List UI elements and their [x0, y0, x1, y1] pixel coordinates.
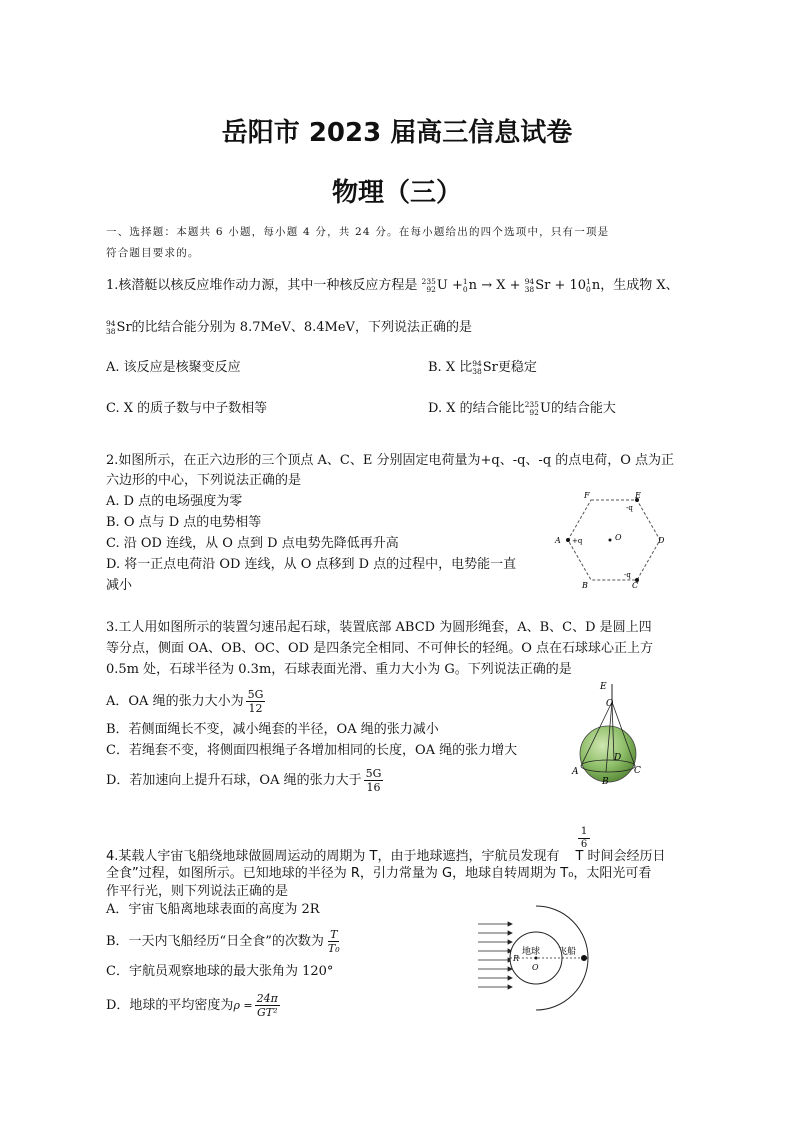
center-o	[609, 539, 612, 542]
label-b: B	[602, 777, 609, 787]
q2-option-a: A. D 点的电场强度为零	[106, 494, 243, 509]
q4-option-c: C．宇航员观察地球的最大张角为 120°	[106, 964, 334, 979]
q2-stem-line1: 2.如图所示，在正六边形的三个顶点 A、C、E 分别固定电荷量为+q、-q、-q 的点电荷，O 点为正	[106, 453, 675, 468]
q2-hexagon-figure	[548, 488, 678, 588]
label-minus-q-top: -q	[626, 504, 633, 512]
q3-stone-figure	[566, 678, 646, 790]
q4-option-b: B．一天内飞船经历“日全食”的次数为 $\frac{T}{\text{T₀}}$	[106, 928, 340, 955]
q4-option-a: A．宇宙飞船离地球表面的高度为 2R	[106, 902, 320, 917]
q1-uranium-nuclide: 235 92 U	[421, 276, 448, 294]
label-o: O	[532, 963, 539, 972]
label-earth: 地球	[522, 947, 541, 957]
q1-stem-line1: 1.核潜艇以核反应堆作动力源，其中一种核反应方程是 235 92 U + 1 0 n → X + 94 38 Sr + 10 1 0 n，生成物 X、	[106, 276, 679, 296]
label-o: O	[615, 533, 622, 542]
q1-stem-line2: 94 38 Sr的比结合能分别为 8.7MeV、8.4MeV，下列说法正确的是	[106, 318, 472, 338]
q3-option-b: B．若侧面绳长不变，减小绳套的半径，OA 绳的张力减小	[106, 722, 439, 737]
q2-option-b: B. O 点与 D 点的电势相等	[106, 515, 262, 530]
q3-option-d: D．若加速向上提升石球，OA 绳的张力大于 $\frac{5G}{16}$	[106, 767, 382, 794]
q2-option-d-line1: D. 将一正点电荷沿 OD 连线，从 O 点移到 D 点的过程中，电势能一直	[106, 557, 517, 572]
q3-stem-line2: 等分点，侧面 OA、OB、OC、OD 是四条完全相同、不可伸长的轻绳。O 点在石球球心正上方	[106, 641, 653, 656]
label-ship: 飞船	[558, 947, 577, 957]
label-d: D	[614, 753, 622, 763]
label-d: D	[658, 536, 665, 545]
label-e: E	[635, 491, 641, 500]
q4-stem-line2: 全食”过程，如图所示。已知地球的半径为 R，引力常量为 G，地球自转周期为 T₀，太阳光可看	[106, 866, 652, 881]
q4-stem-line3: 作平行光，则下列说法正确的是	[106, 884, 289, 899]
q1-sr-nuclide: 94 38 Sr	[106, 318, 132, 336]
q2-option-c: C. 沿 OD 连线，从 O 点到 D 点电势先降低再升高	[106, 536, 399, 551]
label-f: F	[584, 491, 590, 500]
q4-stem-line1: 4.某载人宇宙飞船绕地球做圆周运动的周期为 T，由于地球遮挡，宇航员发现有 T 时间会经历日	[106, 849, 666, 864]
stone-ball	[580, 726, 636, 782]
page-subtitle: 物理（三）	[331, 178, 462, 208]
label-o: O	[606, 699, 614, 709]
q4-option-d: D．地球的平均密度为ρ = $\frac{24\pi}{\text{GT²}}$	[106, 992, 278, 1019]
q4-fraction-b: $\frac{T}{\text{T₀}}$	[327, 928, 340, 955]
q1-strontium-nuclide: 94 38 Sr	[524, 276, 551, 294]
q1-arrow: → X +	[481, 278, 521, 293]
q3-stem-line1: 3.工人用如图所示的装置匀速吊起石球，装置底部 ABCD 为圆形绳套，A、B、C、D 是圆上四	[106, 620, 652, 635]
section-instruction-line2: 符合题目要求的。	[106, 247, 200, 259]
label-plus-q: +q	[572, 537, 583, 545]
label-a: A	[555, 536, 561, 545]
q1-option-a: A. 该反应是核聚变反应	[106, 360, 241, 375]
q3-fraction-a: $\frac{5G}{12}$	[247, 688, 264, 715]
q3-option-c: C．若绳套不变，将侧面四根绳子各增加相同的长度，OA 绳的张力增大	[106, 743, 518, 758]
q2-stem-line2: 六边形的中心，下列说法正确的是	[106, 473, 302, 488]
label-b: B	[582, 581, 588, 588]
q1-stem-text: 1.核潜艇以核反应堆作动力源，其中一种核反应方程是	[106, 278, 418, 293]
sunlight-arrows	[478, 922, 512, 989]
q4-fraction-d: $\frac{24\pi}{\text{GT²}}$	[256, 992, 278, 1019]
charge-a	[566, 538, 570, 542]
q4-orbit-figure	[474, 902, 592, 1014]
section-instruction-line1: 一、选择题：本题共 6 小题，每小题 4 分，共 24 分。在每小题给出的四个选项中，只有一项是	[106, 226, 610, 238]
label-minus-q-bottom: -q	[624, 571, 631, 579]
q4-fraction-1-6: 1 6	[578, 826, 590, 851]
q1-option-c: C. X 的质子数与中子数相等	[106, 401, 268, 416]
label-r: R	[513, 954, 520, 963]
q1-option-b: B. X 比 94 38 Sr更稳定	[428, 358, 537, 376]
q1-neutron-nuclide: 1 0 n	[462, 276, 478, 294]
q3-option-a: A．OA 绳的张力大小为 $\frac{5G}{12}$	[106, 688, 264, 715]
q3-stem-line3: 0.5m 处，石球半径为 0.3m，石球表面光滑、重力大小为 G。下列说法正确的是	[106, 662, 572, 677]
q1-neutron2-nuclide: 1 0 n	[586, 276, 601, 294]
label-e: E	[600, 682, 607, 692]
q1-option-d: D. X 的结合能比 235 92 U的结合能大	[428, 399, 616, 417]
q3-fraction-d: $\frac{5G}{16}$	[365, 767, 382, 794]
spaceship-dot	[581, 955, 587, 961]
label-c: C	[632, 581, 639, 588]
page-title: 岳阳市 2023 届高三信息试卷	[221, 118, 573, 148]
q2-option-d-line2: 减小	[106, 578, 133, 593]
label-a: A	[572, 767, 579, 777]
label-c: C	[634, 766, 641, 776]
